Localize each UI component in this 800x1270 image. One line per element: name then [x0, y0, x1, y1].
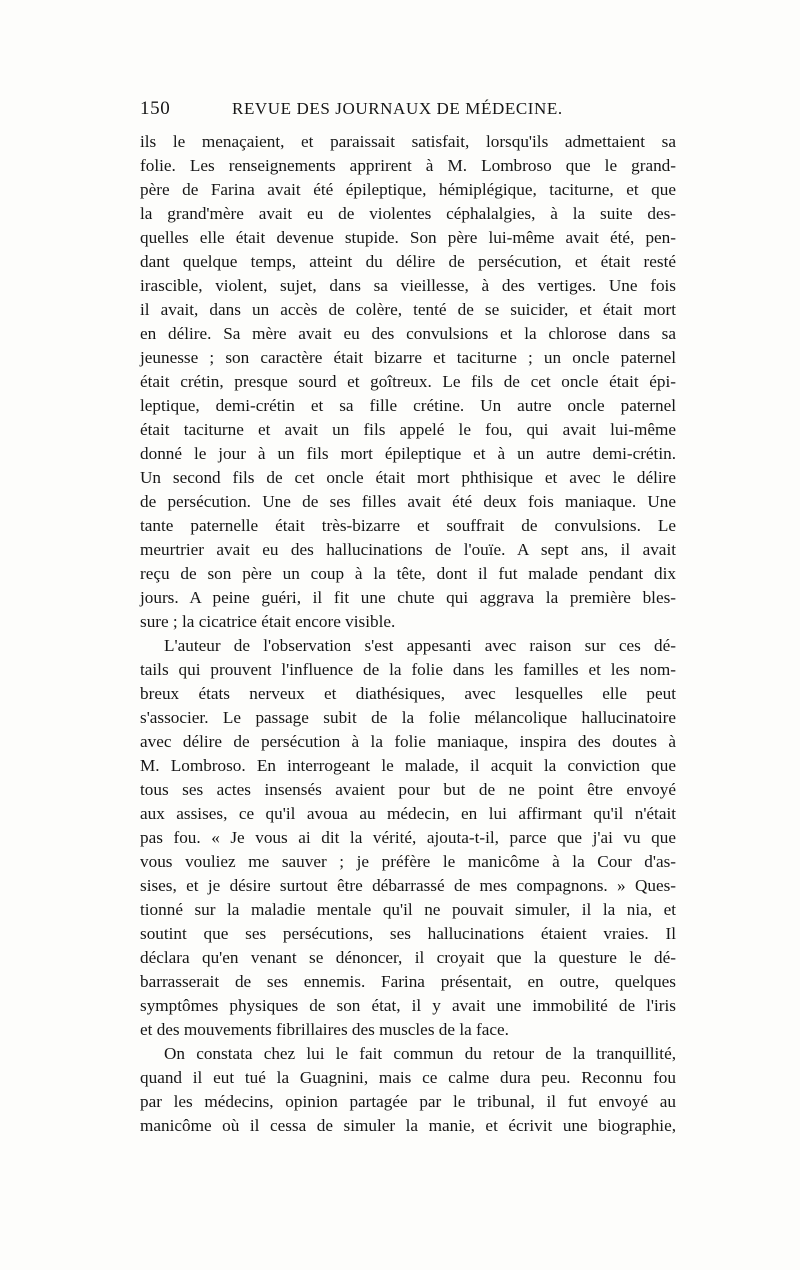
text-line: irascible, violent, sujet, dans sa vieillesse, à des vertiges. Une fois — [140, 276, 676, 295]
text-line: ils le menaçaient, et paraissait satisfait, lorsqu'ils admettaient sa — [140, 132, 676, 151]
text-line: quelles elle était devenue stupide. Son père lui-même avait été, pen- — [140, 228, 676, 247]
text-line: père de Farina avait été épileptique, hémiplégique, taciturne, et que — [140, 180, 676, 199]
text-line: manicôme où il cessa de simuler la manie, et écrivit une biographie, — [140, 1116, 676, 1135]
text-line: tante paternelle était très-bizarre et souffrait de convulsions. Le — [140, 516, 676, 535]
text-line: par les médecins, opinion partagée par le tribunal, il fut envoyé au — [140, 1092, 676, 1111]
text-line: symptômes physiques de son état, il y avait une immobilité de l'iris — [140, 996, 676, 1015]
text-line: déclara qu'en venant se dénoncer, il croyait que la questure le dé- — [140, 948, 676, 967]
body-text — [140, 130, 676, 1138]
text-line: Un second fils de cet oncle était mort phthisique et avec le délire — [140, 468, 676, 487]
running-header — [140, 98, 675, 124]
text-line: tails qui prouvent l'influence de la folie dans les familles et les nom- — [140, 660, 676, 679]
text-line: il avait, dans un accès de colère, tenté de se suicider, et était mort — [140, 300, 676, 319]
text-line: pas fou. « Je vous ai dit la vérité, ajouta-t-il, parce que j'ai vu que — [140, 828, 676, 847]
running-title: REVUE DES JOURNAUX DE MÉDECINE. — [232, 99, 563, 118]
text-line: avec délire de persécution à la folie maniaque, inspira des doutes à — [140, 732, 676, 751]
text-line: dant quelque temps, atteint du délire de persécution, et était resté — [140, 252, 676, 271]
text-line: était taciturne et avait un fils appelé le fou, qui avait lui-même — [140, 420, 676, 439]
paragraph-start-line: On constata chez lui le fait commun du retour de la tranquillité, — [164, 1044, 676, 1063]
text-line: meurtrier avait eu des hallucinations de l'ouïe. A sept ans, il avait — [140, 540, 676, 559]
text-line: soutint que ses persécutions, ses hallucinations étaient vraies. Il — [140, 924, 676, 943]
text-line: barrasserait de ses ennemis. Farina présentait, en outre, quelques — [140, 972, 676, 991]
text-line: s'associer. Le passage subit de la folie mélancolique hallucinatoire — [140, 708, 676, 727]
text-line: vous vouliez me sauver ; je préfère le manicôme à la Cour d'as- — [140, 852, 676, 871]
text-line: tionné sur la maladie mentale qu'il ne pouvait simuler, il la nia, et — [140, 900, 676, 919]
text-line: jeunesse ; son caractère était bizarre et taciturne ; un oncle paternel — [140, 348, 676, 367]
paragraph-start-line: L'auteur de l'observation s'est appesanti avec raison sur ces dé- — [164, 636, 676, 655]
text-line: était crétin, presque sourd et goîtreux. Le fils de cet oncle était épi- — [140, 372, 676, 391]
text-line: leptique, demi-crétin et sa fille crétine. Un autre oncle paternel — [140, 396, 676, 415]
text-line: tous ses actes insensés avaient pour but de ne point être envoyé — [140, 780, 676, 799]
text-line: breux états nerveux et diathésiques, avec lesquelles elle peut — [140, 684, 676, 703]
text-line: quand il eut tué la Guagnini, mais ce calme dura peu. Reconnu fou — [140, 1068, 676, 1087]
text-line: folie. Les renseignements apprirent à M. Lombroso que le grand- — [140, 156, 676, 175]
text-line: sises, et je désire surtout être débarrassé de mes compagnons. » Ques- — [140, 876, 676, 895]
text-line: jours. A peine guéri, il fit une chute qui aggrava la première bles- — [140, 588, 676, 607]
text-line: en délire. Sa mère avait eu des convulsions et la chlorose dans sa — [140, 324, 676, 343]
text-line: de persécution. Une de ses filles avait été deux fois maniaque. Une — [140, 492, 676, 511]
text-line: reçu de son père un coup à la tête, dont il fut malade pendant dix — [140, 564, 676, 583]
paragraph-end-line: sure ; la cicatrice était encore visible. — [140, 612, 396, 631]
text-line: la grand'mère avait eu de violentes céphalalgies, à la suite des- — [140, 204, 676, 223]
paragraph-end-line: et des mouvements fibrillaires des muscles de la face. — [140, 1020, 509, 1039]
text-line: M. Lombroso. En interrogeant le malade, il acquit la conviction que — [140, 756, 676, 775]
page-number: 150 — [140, 98, 171, 119]
text-line: aux assises, ce qu'il avoua au médecin, en lui affirmant qu'il n'était — [140, 804, 676, 823]
text-line: donné le jour à un fils mort épileptique et à un autre demi-crétin. — [140, 444, 676, 463]
